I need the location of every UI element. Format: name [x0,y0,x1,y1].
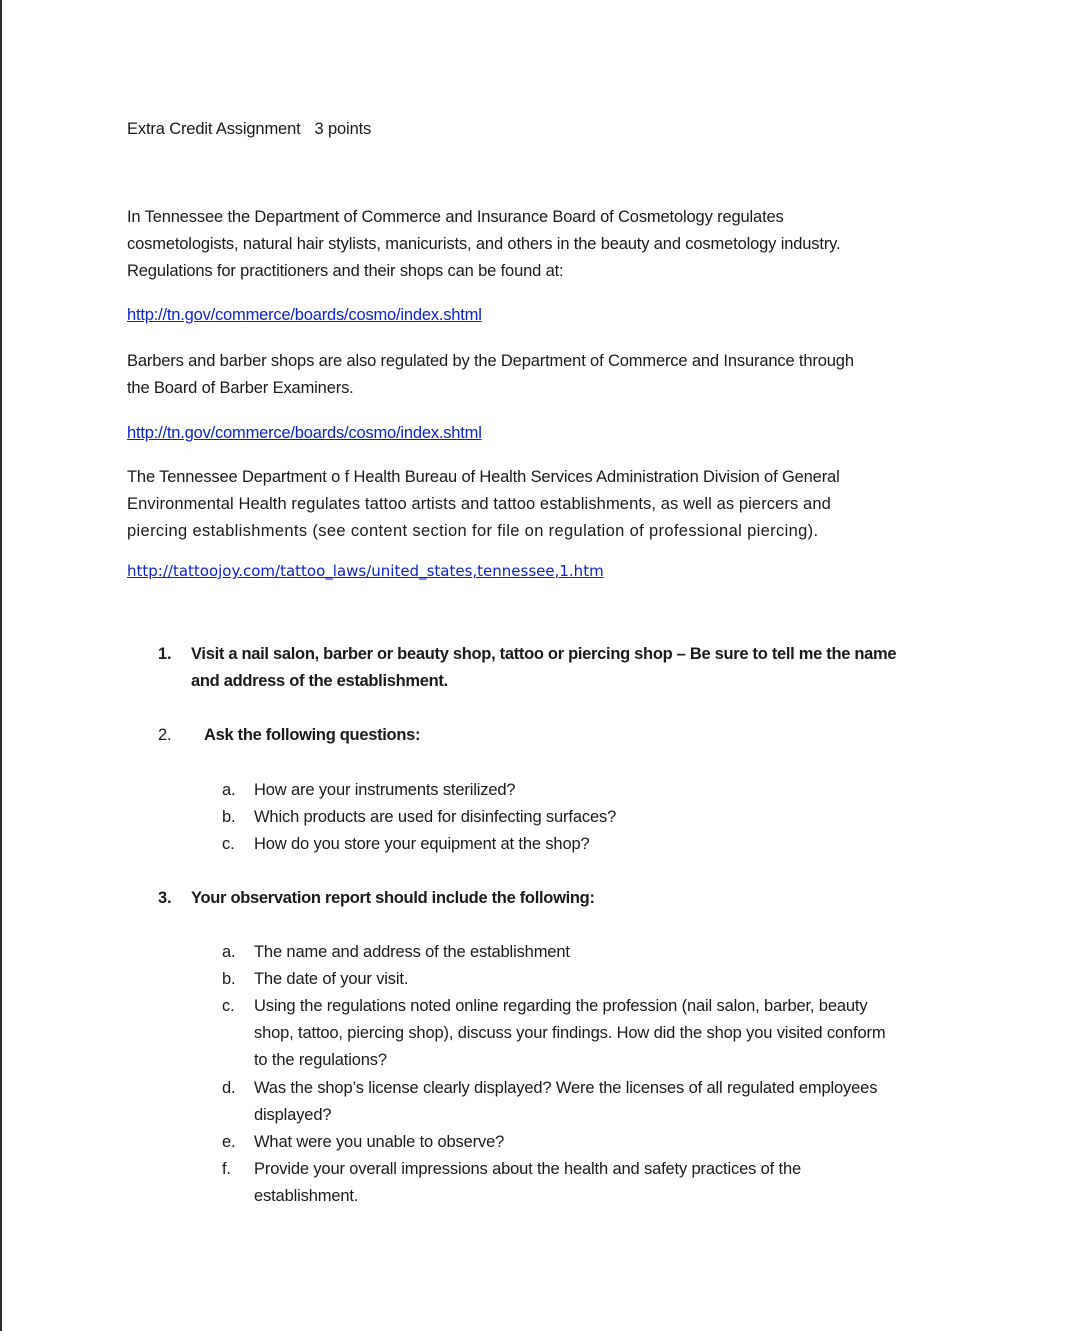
paragraph-line: Barbers and barber shops are also regulated by the Department of Commerce and Insurance through [127,352,854,370]
task-line: and address of the establishment. [191,672,448,690]
report-line: Using the regulations noted online regarding the profession (nail salon, barber, beauty [254,997,868,1015]
task-1-number: 1. [158,645,172,663]
report-item-f-text [254,1156,801,1210]
task-3-text: Your observation report should include the following: [191,889,595,907]
report-line: shop, tattoo, piercing shop), discuss your findings. How did the shop you visited conform [254,1024,886,1042]
report-item-a-letter: a. [222,943,236,961]
task-2-text: Ask the following questions: [204,726,421,744]
task-3-number: 3. [158,889,172,907]
report-item-e-letter: e. [222,1133,236,1151]
report-item-b-text: The date of your visit. [254,970,409,988]
report-line: Provide your overall impressions about the health and safety practices of the [254,1160,802,1178]
paragraph-line: The Tennessee Department o f Health Bureau of Health Services Administration Division of General [127,468,840,486]
title-text: Extra Credit Assignment [127,120,301,138]
report-line: establishment. [254,1187,359,1205]
report-item-c-text [254,993,885,1074]
report-item-d-text [254,1075,877,1129]
report-item-b-letter: b. [222,970,236,988]
question-c-letter: c. [222,835,235,853]
report-item-d-letter: d. [222,1079,236,1097]
task-2-number: 2. [158,726,172,744]
question-a-text: How are your instruments sterilized? [254,781,516,799]
question-a-letter: a. [222,781,236,799]
paragraph-line: the Board of Barber Examiners. [127,379,354,397]
paragraph-line: Environmental Health regulates tattoo artists and tattoo establishments, as well as piercers and [127,495,831,513]
points-text: 3 points [314,120,372,138]
intro-paragraph-2 [127,348,854,402]
paragraph-line: cosmetologists, natural hair stylists, manicurists, and others in the beauty and cosmetology industry. [127,235,841,253]
page-title [127,116,371,143]
tattoo-laws-link[interactable]: http://tattoojoy.com/tattoo_laws/united_states,tennessee,1.htm [127,562,604,580]
report-item-e-text: What were you unable to observe? [254,1133,505,1151]
paragraph-line: Regulations for practitioners and their shops can be found at: [127,262,564,280]
intro-paragraph-1 [127,204,841,285]
task-1-text [191,641,896,695]
question-b-text: Which products are used for disinfecting surfaces? [254,808,617,826]
report-line: Was the shop’s license clearly displayed? Were the licenses of all regulated employees [254,1079,878,1097]
question-b-letter: b. [222,808,236,826]
report-line: displayed? [254,1106,332,1124]
intro-paragraph-3 [127,464,840,545]
paragraph-line: piercing establishments (see content section for file on regulation of professional piercing). [127,522,819,540]
report-line: to the regulations? [254,1051,387,1069]
paragraph-line: In Tennessee the Department of Commerce and Insurance Board of Cosmetology regulates [127,208,784,226]
report-item-f-letter: f. [222,1160,231,1178]
report-item-a-text: The name and address of the establishment [254,943,570,961]
task-line: Visit a nail salon, barber or beauty shop, tattoo or piercing shop – Be sure to tell me the name [191,645,897,663]
report-item-c-letter: c. [222,997,235,1015]
question-c-text: How do you store your equipment at the shop? [254,835,590,853]
barber-regulations-link[interactable]: http://tn.gov/commerce/boards/cosmo/index.shtml [127,424,482,442]
cosmetology-regulations-link[interactable]: http://tn.gov/commerce/boards/cosmo/index.shtml [127,306,482,324]
